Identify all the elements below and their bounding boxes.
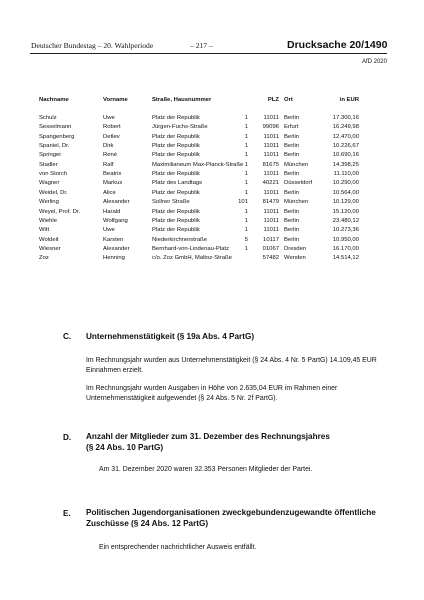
cell-nachname: Witt xyxy=(39,227,50,234)
cell-nachname: Wagner xyxy=(39,180,60,187)
cell-amount: 10.950,00 xyxy=(332,236,359,243)
cell-vorname: Alexander xyxy=(103,245,130,252)
cell-plz: 11011 xyxy=(263,217,279,224)
cell-amount: 12.470,00 xyxy=(332,133,359,140)
cell-plz: 57482 xyxy=(262,255,279,262)
cell-ort: Wenden xyxy=(284,255,306,262)
cell-ort: Berlin xyxy=(284,189,300,196)
cell-amount: 10.226,67 xyxy=(332,143,359,150)
cell-hausnummer: 1 xyxy=(244,180,248,187)
cell-hausnummer: 1 xyxy=(244,171,248,178)
cell-strasse: Maximilianeum Max-Planck-Straße xyxy=(152,161,244,168)
cell-strasse: Platz der Republik xyxy=(152,115,200,121)
cell-plz: 01067 xyxy=(262,245,279,252)
drucksache-number xyxy=(287,39,387,51)
cell-vorname: Ralf xyxy=(103,161,114,168)
cell-vorname: Harald xyxy=(103,208,121,215)
cell-strasse: Bernhard-von-Lindenau-Platz xyxy=(152,245,229,252)
cell-vorname: Alexander xyxy=(103,199,130,206)
col-header-amount: in EUR xyxy=(339,97,359,103)
cell-amount: 15.120,00 xyxy=(332,208,359,215)
cell-nachname: Weyel, Prof. Dr. xyxy=(39,208,81,215)
cell-nachname: Spangenberg xyxy=(39,133,75,140)
section-d-letter: D. xyxy=(63,433,72,442)
cell-plz: 81479 xyxy=(262,199,279,206)
cell-amount: 16.249,98 xyxy=(332,124,359,131)
cell-strasse: Sollner Straße xyxy=(152,199,190,206)
cell-nachname: Woldeit xyxy=(39,236,59,243)
cell-strasse: Platz der Republik xyxy=(152,217,200,224)
cell-vorname: Uwe xyxy=(103,115,115,121)
section-d-title-line-2: (§ 24 Abs. 10 PartG) xyxy=(86,443,164,452)
cell-ort: Berlin xyxy=(284,236,300,243)
cell-strasse: Platz des Landtags xyxy=(152,180,203,187)
cell-plz: 11011 xyxy=(263,208,279,215)
cell-nachname: Zoz xyxy=(39,255,49,262)
cell-ort: München xyxy=(284,199,309,206)
cell-strasse: Jürgen-Fuchs-Straße xyxy=(152,124,208,131)
section-d-title-line-1: Anzahl der Mitglieder zum 31. Dezember des Rechnungsjahres xyxy=(86,432,330,441)
section-c-paragraph-2: Im Rechnungsjahr wurden Ausgaben in Höhe von 2.635,04 EUR im Rahmen einer Unternehmenstätigkeit aufgewendet (§ 24 Abs. 5 Nr. 2f PartG). xyxy=(86,385,338,402)
section-c-paragraph-1: Im Rechnungsjahr wurden aus Unternehmenstätigkeit (§ 24 Abs. 4 Nr. 5 PartG) 14.109,45 EUR Einnahmen erzielt. xyxy=(86,357,377,374)
cell-hausnummer: 1 xyxy=(244,152,248,159)
header-left: Deutscher Bundestag – 20. Wahlperiode xyxy=(31,41,154,50)
col-header-plz: PLZ xyxy=(267,97,279,103)
cell-amount: 10.273,36 xyxy=(332,227,359,234)
section-e-title-line-2: Zuschüsse (§ 24 Abs. 12 PartG) xyxy=(86,519,209,528)
cell-vorname: Henning xyxy=(103,255,125,262)
cell-ort: Berlin xyxy=(284,171,300,178)
cell-plz: 11011 xyxy=(263,152,279,159)
cell-strasse: Platz der Republik xyxy=(152,189,200,196)
cell-hausnummer: 1 xyxy=(244,245,248,252)
cell-plz: 81675 xyxy=(262,161,279,168)
cell-vorname: Karsten xyxy=(103,236,124,243)
cell-strasse: Niederkirchnerstraße xyxy=(152,236,207,243)
cell-ort: Berlin xyxy=(284,217,300,224)
cell-hausnummer: 101 xyxy=(238,199,248,206)
cell-nachname: Sesselmann xyxy=(39,124,72,131)
cell-plz: 11011 xyxy=(263,171,279,178)
section-c-letter: C. xyxy=(63,332,72,341)
cell-ort: Berlin xyxy=(284,227,300,234)
cell-hausnummer: 1 xyxy=(244,115,248,121)
cell-nachname: von Storch xyxy=(39,171,68,178)
col-header-strasse: Straße, Hausnummer xyxy=(152,97,212,103)
cell-vorname: Markus xyxy=(103,180,123,187)
cell-nachname: Wiehle xyxy=(39,217,58,224)
col-header-nachname: Nachname xyxy=(39,97,69,103)
cell-amount: 23.480,12 xyxy=(332,217,359,224)
cell-strasse: Platz der Republik xyxy=(152,171,200,178)
party-label: AfD 2020 xyxy=(361,59,387,65)
cell-ort: Erfurt xyxy=(284,124,299,131)
cell-strasse: Platz der Republik xyxy=(152,133,200,140)
drucksache-label: Drucksache 20/ xyxy=(287,39,365,51)
cell-nachname: Stadler xyxy=(39,161,58,168)
section-e-title-line-1: Politischen Jugendorganisationen zweckgebundenzugewandte öffentliche xyxy=(86,508,376,517)
cell-hausnummer: 1 xyxy=(244,133,248,140)
cell-ort: Berlin xyxy=(284,208,300,215)
cell-ort: Berlin xyxy=(284,115,300,121)
section-c-title: Unternehmenstätigkeit (§ 19a Abs. 4 PartG) xyxy=(86,332,255,341)
cell-vorname: Wolfgang xyxy=(103,217,128,224)
cell-nachname: Werling xyxy=(39,199,59,206)
col-header-ort: Ort xyxy=(284,97,293,103)
cell-strasse: Platz der Republik xyxy=(152,143,200,150)
cell-hausnummer: 1 xyxy=(244,143,248,150)
cell-plz: 11011 xyxy=(263,133,279,140)
cell-amount: 14.514,12 xyxy=(332,255,359,262)
cell-nachname: Wiesner xyxy=(39,245,61,252)
section-e-letter: E. xyxy=(63,509,71,518)
cell-ort: Berlin xyxy=(284,143,300,150)
cell-plz: 11011 xyxy=(263,227,279,234)
cell-hausnummer: 1 xyxy=(244,217,248,224)
cell-ort: Berlin xyxy=(284,133,300,140)
col-header-vorname: Vorname xyxy=(103,97,128,103)
cell-strasse: Platz der Republik xyxy=(152,208,200,215)
cell-hausnummer: 1 xyxy=(244,227,248,234)
cell-vorname: René xyxy=(103,152,118,159)
cell-hausnummer: 1 xyxy=(244,189,248,196)
cell-strasse: Platz der Republik xyxy=(152,152,200,159)
cell-strasse: c/o. Zoz GmbH, Maltoz-Straße xyxy=(152,255,232,262)
cell-amount: 14.398,25 xyxy=(332,161,359,168)
cell-vorname: Beatrix xyxy=(103,171,122,178)
cell-ort: Berlin xyxy=(284,152,300,159)
section-d-paragraph: Am 31. Dezember 2020 waren 32.353 Personen Mitglieder der Partei. xyxy=(99,466,313,473)
cell-vorname: Alice xyxy=(103,189,116,196)
cell-hausnummer: 1 xyxy=(244,124,248,131)
cell-amount: 16.170,00 xyxy=(332,245,359,252)
cell-amount: 11.110,00 xyxy=(333,171,359,178)
cell-plz: 11011 xyxy=(263,189,279,196)
cell-amount: 17.300,16 xyxy=(332,115,359,121)
cell-vorname: Robert xyxy=(103,124,121,131)
cell-nachname: Weidel, Dr. xyxy=(39,189,68,196)
cell-hausnummer: 5 xyxy=(244,236,248,243)
cell-ort: München xyxy=(284,161,309,168)
cell-amount: 10.290,00 xyxy=(332,180,359,187)
page-number: – 217 – xyxy=(190,41,213,50)
cell-amount: 10.690,16 xyxy=(332,152,359,159)
cell-plz: 10117 xyxy=(263,236,279,243)
cell-ort: Düsseldorf xyxy=(284,180,313,187)
cell-plz: 11011 xyxy=(263,143,279,150)
cell-ort: Dresden xyxy=(284,245,307,252)
cell-plz: 40221 xyxy=(262,180,279,187)
cell-plz: 99096 xyxy=(262,124,279,131)
cell-hausnummer: 1 xyxy=(244,208,248,215)
section-e-paragraph: Ein entsprechender nachrichtlicher Ausweis entfällt. xyxy=(99,544,257,551)
cell-nachname: Schulz xyxy=(39,115,57,121)
cell-vorname: Detlev xyxy=(103,133,120,140)
drucksache-number-value: 1490 xyxy=(364,39,388,51)
cell-nachname: Springer xyxy=(39,152,62,159)
cell-vorname: Uwe xyxy=(103,227,115,234)
header-rule xyxy=(30,53,387,54)
cell-hausnummer: 1 xyxy=(244,161,248,168)
cell-plz: 11011 xyxy=(263,115,279,121)
cell-strasse: Platz der Republik xyxy=(152,227,200,234)
cell-vorname: Dirk xyxy=(103,143,114,150)
cell-amount: 10.564,00 xyxy=(332,189,359,196)
cell-amount: 10.129,00 xyxy=(332,199,359,206)
cell-nachname: Spaniel, Dr. xyxy=(39,143,70,150)
